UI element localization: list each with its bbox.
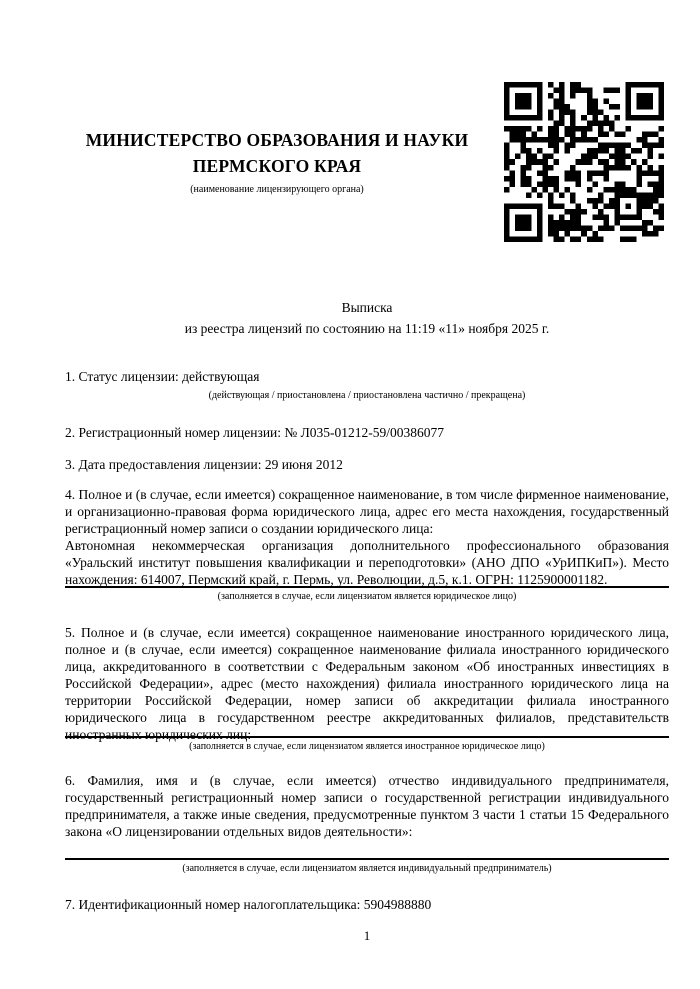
item-license-status xyxy=(65,368,669,404)
item-foreign-entity: 5. Полное и (в случае, если имеется) сокращенное наименование иностранного юридического лица, полное и (в случае, если имеется) сокращенное наименование филиала иностранного юридического лица, аккредитованного в соответствии с Федеральным законом «Об иностранных инвестициях в Российской Федерации», адрес (место нахождения) филиала иностранного юридического лица на территории Российской Федерации, номер записи об аккредитации филиала иностранного юридического лица в государственном реестре аккредитованных филиалов, представительств иностранных юридических лиц: xyxy=(65,625,669,742)
item-legal-entity xyxy=(65,486,669,588)
page-number: 1 xyxy=(363,928,371,943)
item-license-grant-date: 3. Дата предоставления лицензии: 29 июня 2012 xyxy=(65,457,343,472)
item-taxpayer-id: 7. Идентификационный номер налогоплательщика: 5904988880 xyxy=(65,897,432,912)
legal-entity-caption: (заполняется в случае, если лицензиатом является юридическое лицо) xyxy=(217,591,517,602)
foreign-entity-fill-line xyxy=(65,736,669,752)
foreign-entity-caption: (заполняется в случае, если лицензиатом является иностранное юридическое лицо) xyxy=(189,741,545,752)
legal-entity-value: Автономная некоммерческая организация дополнительного профессионального образования «Уральский институт повышения квалификации и переподготовки» (АНО ДПО «УрИПКиП»). Место нахождения: 614007, Пермский край, г. Пермь, ул. Революции, д.5, к.1. ОГРН: 1125900001182. xyxy=(65,538,669,587)
license-status-caption: (действующая / приостановлена / приостановлена частично / прекращена) xyxy=(208,390,526,401)
ministry-name-line2: ПЕРМСКОГО КРАЯ xyxy=(192,156,362,176)
fill-line-rule xyxy=(65,586,669,588)
licensing-authority-caption: (наименование лицензирующего органа) xyxy=(190,184,364,195)
fill-line-rule xyxy=(65,858,669,860)
ministry-name-line1: МИНИСТЕРСТВО ОБРАЗОВАНИЯ И НАУКИ xyxy=(85,130,469,150)
legal-entity-fill-line xyxy=(65,586,669,602)
document-title-line1: Выписка xyxy=(341,300,393,315)
item-registration-number: 2. Регистрационный номер лицензии: № Л035-01212-59/00386077 xyxy=(65,425,445,440)
individual-entrepreneur-caption: (заполняется в случае, если лицензиатом является индивидуальный предприниматель) xyxy=(182,863,552,874)
individual-entrepreneur-fill-line xyxy=(65,858,669,874)
fill-line-rule xyxy=(65,736,669,738)
legal-entity-heading: 4. Полное и (в случае, если имеется) сокращенное наименование, в том числе фирменное наименование, и организационно-правовая форма юридического лица, адрес его места нахождения, государственный регистрационный номер записи о создании юридического лица: xyxy=(65,487,669,536)
document-title-line2: из реестра лицензий по состоянию на 11:19 «11» ноября 2025 г. xyxy=(184,321,550,336)
licensing-authority-header xyxy=(63,127,491,195)
qr-code-icon xyxy=(504,82,664,242)
item-individual-entrepreneur: 6. Фамилия, имя и (в случае, если имеется) отчество индивидуального предпринимателя, государственный регистрационный номер записи о государственной регистрации индивидуального предпринимателя, а также иные сведения, предусмотренные пунктом 3 части 1 статьи 15 Федерального закона «О лицензировании отдельных видов деятельности»: xyxy=(65,773,669,839)
document-title xyxy=(65,297,669,339)
license-status-text: 1. Статус лицензии: действующая xyxy=(65,369,260,384)
